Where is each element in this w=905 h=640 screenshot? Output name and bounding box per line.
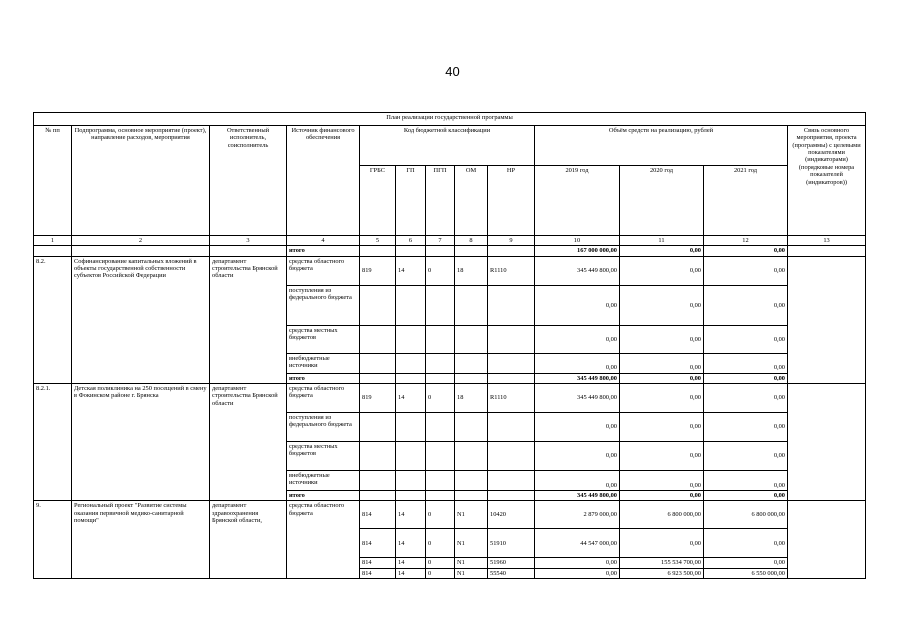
- value-2021: 0,00: [704, 285, 788, 325]
- table-row: [34, 246, 866, 256]
- table-row: [34, 501, 866, 529]
- header-num: № пп: [34, 126, 72, 236]
- header-gp: ГП: [396, 166, 426, 236]
- value-2021: 0,00: [704, 491, 788, 501]
- col-number: 12: [704, 236, 788, 246]
- source-local: средства местных бюджетов: [287, 325, 360, 353]
- table-row: [34, 384, 866, 413]
- kbk-pgp: 0: [426, 568, 455, 578]
- value-2019: 345 449 800,00: [535, 373, 620, 383]
- col-number: 8: [455, 236, 488, 246]
- value-2020: 155 534 700,00: [620, 558, 704, 568]
- kbk-nr: R1110: [488, 256, 535, 285]
- value-2020: 0,00: [620, 373, 704, 383]
- kbk-om: N1: [455, 501, 488, 529]
- value-2021: 0,00: [704, 246, 788, 256]
- kbk-grbs: 814: [360, 568, 396, 578]
- kbk-pgp: 0: [426, 558, 455, 568]
- value-2021: 6 800 000,00: [704, 501, 788, 529]
- table-row: [34, 256, 866, 285]
- page-number: 40: [445, 64, 460, 79]
- kbk-grbs: 814: [360, 558, 396, 568]
- header-link: Связь основного мероприятия, проекта (программы) с целевыми показателями (индикаторами) (порядковые номера показателей (индикаторов)): [788, 126, 866, 236]
- row-number: 9.: [34, 501, 72, 579]
- value-2019: 0,00: [535, 558, 620, 568]
- kbk-om: N1: [455, 568, 488, 578]
- kbk-grbs: 819: [360, 256, 396, 285]
- header-grbs: ГРБС: [360, 166, 396, 236]
- value-2021: 0,00: [704, 256, 788, 285]
- value-2021: 0,00: [704, 353, 788, 373]
- value-2019: 0,00: [535, 285, 620, 325]
- value-2019: 167 000 000,00: [535, 246, 620, 256]
- header-nr: НР: [488, 166, 535, 236]
- value-2019: 0,00: [535, 325, 620, 353]
- value-2019: 2 879 000,00: [535, 501, 620, 529]
- source-extra: внебюджетные источники: [287, 471, 360, 491]
- source-local: средства местных бюджетов: [287, 442, 360, 471]
- header-2020: 2020 год: [620, 166, 704, 236]
- value-2020: 0,00: [620, 529, 704, 558]
- header-pgp: ПГП: [426, 166, 455, 236]
- kbk-grbs: 819: [360, 384, 396, 413]
- kbk-gp: 14: [396, 256, 426, 285]
- source-itogo: итого: [287, 491, 360, 501]
- value-2019: 0,00: [535, 353, 620, 373]
- value-2019: 0,00: [535, 568, 620, 578]
- kbk-om: N1: [455, 558, 488, 568]
- value-2020: 0,00: [620, 413, 704, 442]
- source-itogo: итого: [287, 373, 360, 383]
- header-2021: 2021 год: [704, 166, 788, 236]
- kbk-nr: 51960: [488, 558, 535, 568]
- kbk-gp: 14: [396, 501, 426, 529]
- col-number: 11: [620, 236, 704, 246]
- value-2021: 0,00: [704, 384, 788, 413]
- value-2021: 0,00: [704, 529, 788, 558]
- kbk-grbs: 814: [360, 501, 396, 529]
- value-2021: 0,00: [704, 325, 788, 353]
- value-2021: 0,00: [704, 442, 788, 471]
- col-number: 9: [488, 236, 535, 246]
- table-title: План реализации государственной программы: [34, 113, 866, 126]
- kbk-nr: 51910: [488, 529, 535, 558]
- kbk-nr: R1110: [488, 384, 535, 413]
- header-om: ОМ: [455, 166, 488, 236]
- value-2019: 345 449 800,00: [535, 384, 620, 413]
- kbk-om: 18: [455, 384, 488, 413]
- col-number: 3: [210, 236, 287, 246]
- source-itogo: итого: [287, 246, 360, 256]
- kbk-gp: 14: [396, 384, 426, 413]
- kbk-gp: 14: [396, 529, 426, 558]
- value-2019: 0,00: [535, 471, 620, 491]
- measure-name: Софинансирование капитальных вложений в объекты государственной собственности субъектов Российской Федерации: [72, 256, 210, 383]
- value-2020: 0,00: [620, 325, 704, 353]
- value-2021: 0,00: [704, 558, 788, 568]
- row-number: 8.2.1.: [34, 384, 72, 501]
- value-2020: 0,00: [620, 442, 704, 471]
- col-number: 2: [72, 236, 210, 246]
- kbk-pgp: 0: [426, 529, 455, 558]
- col-number: 1: [34, 236, 72, 246]
- executor: департамент здравоохранения Брянской области,: [210, 501, 287, 579]
- header-row: [34, 126, 866, 166]
- column-numbers-row: [34, 236, 866, 246]
- value-2020: 0,00: [620, 353, 704, 373]
- kbk-om: 18: [455, 256, 488, 285]
- kbk-nr: 55540: [488, 568, 535, 578]
- col-number: 4: [287, 236, 360, 246]
- value-2020: 0,00: [620, 384, 704, 413]
- col-number: 6: [396, 236, 426, 246]
- header-executor: Ответственный исполнитель, соисполнитель: [210, 126, 287, 236]
- value-2020: 0,00: [620, 246, 704, 256]
- value-2020: 6 923 500,00: [620, 568, 704, 578]
- measure-name: Региональный проект "Развитие системы оказания первичной медико-санитарной помощи": [72, 501, 210, 579]
- value-2021: 0,00: [704, 373, 788, 383]
- header-name: Подпрограмма, основное мероприятие (проект), направление расходов, мероприятия: [72, 126, 210, 236]
- value-2019: 0,00: [535, 442, 620, 471]
- kbk-om: N1: [455, 529, 488, 558]
- executor: департамент строительства Брянской области: [210, 384, 287, 501]
- kbk-gp: 14: [396, 568, 426, 578]
- source-regional: средства областного бюджета: [287, 501, 360, 579]
- value-2021: 6 550 000,00: [704, 568, 788, 578]
- value-2020: 0,00: [620, 491, 704, 501]
- program-plan-table: [33, 112, 866, 579]
- value-2019: 345 449 800,00: [535, 256, 620, 285]
- kbk-grbs: 814: [360, 529, 396, 558]
- col-number: 5: [360, 236, 396, 246]
- value-2020: 6 800 000,00: [620, 501, 704, 529]
- kbk-pgp: 0: [426, 384, 455, 413]
- col-number: 10: [535, 236, 620, 246]
- header-2019: 2019 год: [535, 166, 620, 236]
- header-volume: Объём средств на реализацию, рублей: [535, 126, 788, 166]
- value-2021: 0,00: [704, 413, 788, 442]
- header-source: Источник финансового обеспечения: [287, 126, 360, 236]
- value-2019: 345 449 800,00: [535, 491, 620, 501]
- executor: департамент строительства Брянской области: [210, 256, 287, 383]
- col-number: 13: [788, 236, 866, 246]
- value-2019: 0,00: [535, 413, 620, 442]
- source-extra: внебюджетные источники: [287, 353, 360, 373]
- value-2021: 0,00: [704, 471, 788, 491]
- kbk-nr: 10420: [488, 501, 535, 529]
- kbk-pgp: 0: [426, 501, 455, 529]
- table-title-row: [34, 113, 866, 126]
- source-federal: поступления из федерального бюджета: [287, 413, 360, 442]
- header-kbk: Код бюджетной классификации: [360, 126, 535, 166]
- measure-name: Детская поликлиника на 250 посещений в смену в Фокинском районе г. Брянска: [72, 384, 210, 501]
- value-2020: 0,00: [620, 285, 704, 325]
- source-regional: средства областного бюджета: [287, 384, 360, 413]
- kbk-pgp: 0: [426, 256, 455, 285]
- row-number: 8.2.: [34, 256, 72, 383]
- source-federal: поступления из федерального бюджета: [287, 285, 360, 325]
- value-2020: 0,00: [620, 256, 704, 285]
- source-regional: средства областного бюджета: [287, 256, 360, 285]
- value-2020: 0,00: [620, 471, 704, 491]
- col-number: 7: [426, 236, 455, 246]
- value-2019: 44 547 000,00: [535, 529, 620, 558]
- kbk-gp: 14: [396, 558, 426, 568]
